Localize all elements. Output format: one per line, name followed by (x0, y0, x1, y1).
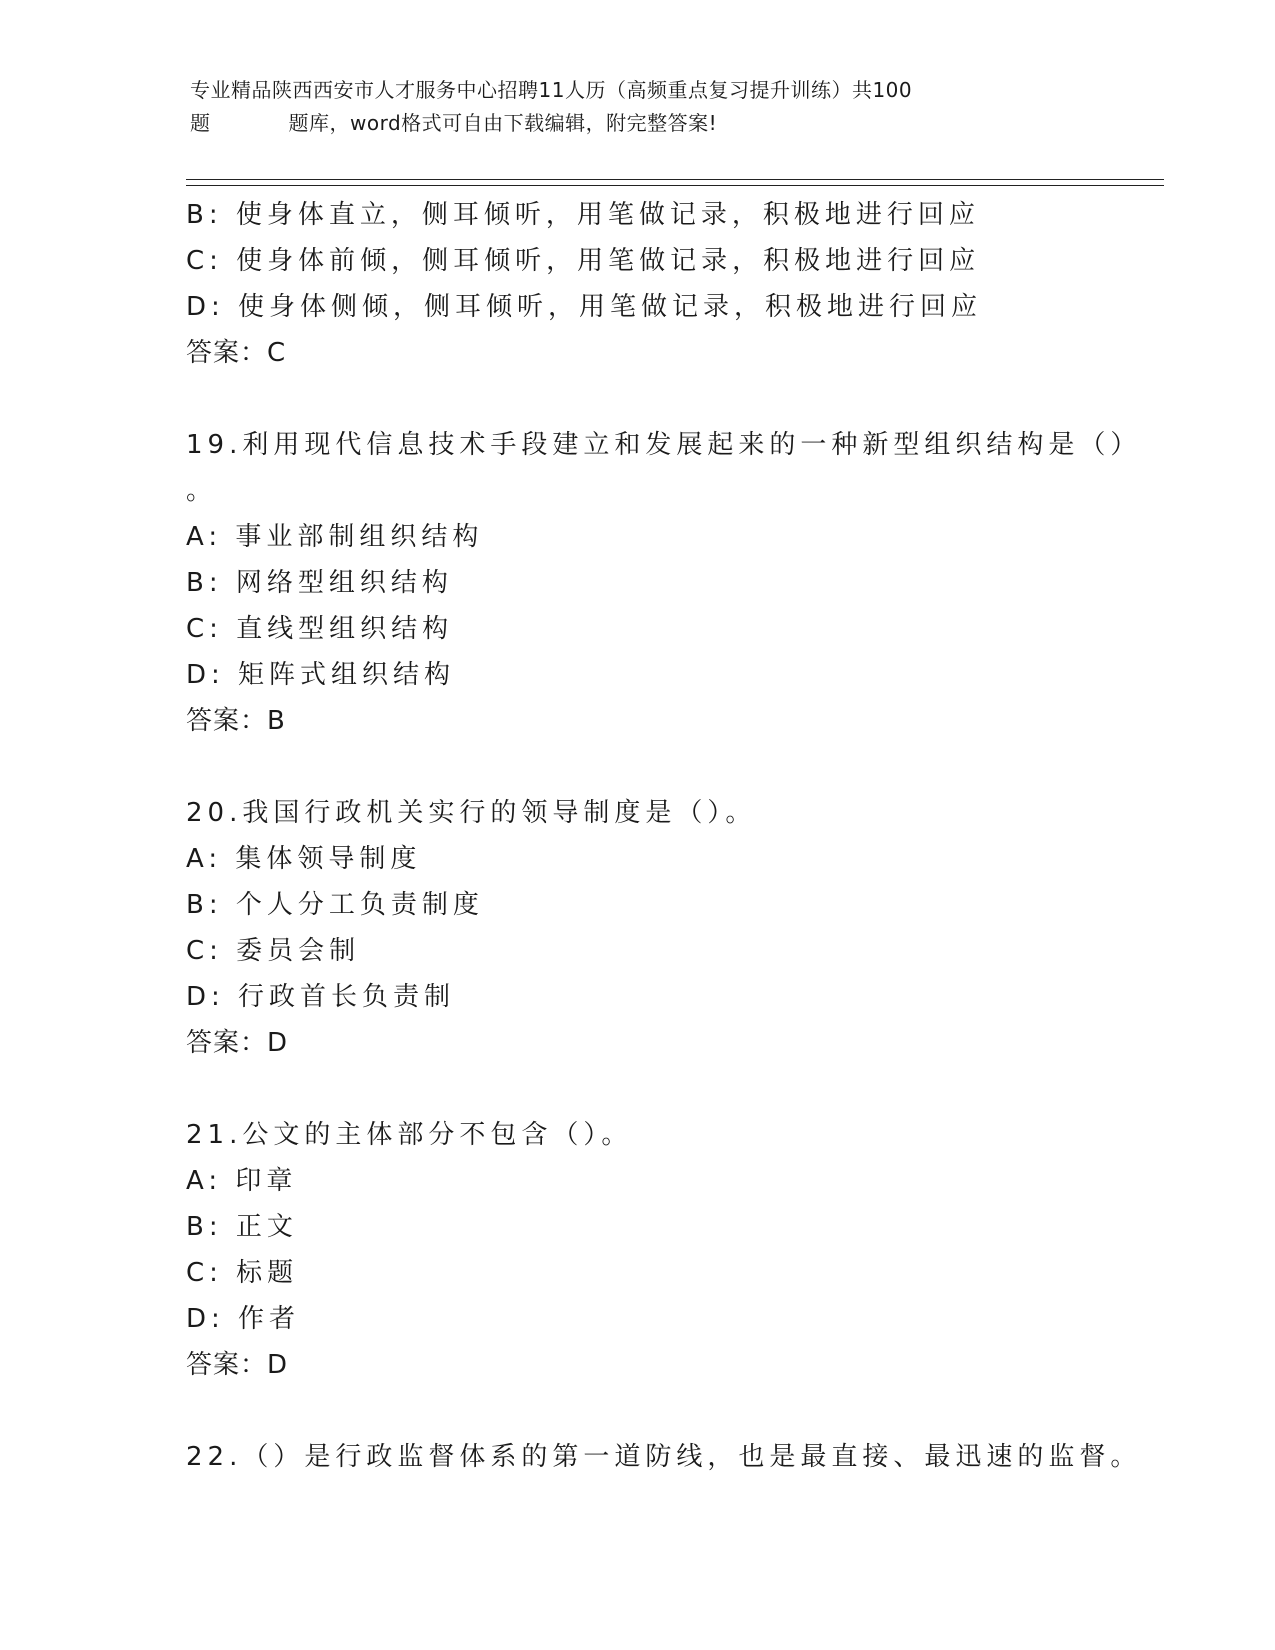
question-text: 19.利用现代信息技术手段建立和发展起来的一种新型组织结构是（） (186, 430, 1142, 460)
header-divider-bottom (186, 185, 1164, 186)
option-a: A: 集体领导制度 (186, 844, 422, 874)
option-b: B: 网络型组织结构 (186, 568, 453, 598)
question-18 (186, 192, 1146, 376)
option-c: C: 使身体前倾，侧耳倾听，用笔做记录，积极地进行回应 (186, 246, 981, 276)
header-title-line-2-rest: 题库，word格式可自由下载编辑，附完整答案! (288, 111, 718, 135)
question-20 (186, 790, 1146, 1066)
header-title-line-2-start: 题 (190, 111, 211, 135)
option-b: B: 使身体直立，侧耳倾听，用笔做记录，积极地进行回应 (186, 200, 980, 230)
spacer (186, 744, 1146, 790)
option-c: C: 标题 (186, 1258, 299, 1288)
question-19 (186, 422, 1146, 744)
option-a: A: 事业部制组织结构 (186, 522, 484, 552)
question-21 (186, 1112, 1146, 1388)
document-header (190, 74, 1090, 140)
option-a: A: 印章 (186, 1166, 298, 1196)
document-body (186, 192, 1146, 1480)
option-d: D: 作者 (186, 1304, 301, 1334)
option-c: C: 直线型组织结构 (186, 614, 454, 644)
option-b: B: 正文 (186, 1212, 298, 1242)
header-title-line-1: 专业精品陕西西安市人才服务中心招聘11人历（高频重点复习提升训练）共100 (190, 78, 913, 102)
header-title-line-2 (190, 107, 1090, 140)
spacer (186, 1066, 1146, 1112)
answer-line: 答案：C (186, 338, 287, 368)
option-d: D: 行政首长负责制 (186, 982, 456, 1012)
answer-line: 答案：B (186, 706, 286, 736)
answer-line: 答案：D (186, 1028, 289, 1058)
spacer (186, 1388, 1146, 1434)
question-text: 21.公文的主体部分不包含（）。 (186, 1120, 633, 1150)
option-d: D: 使身体侧倾，侧耳倾听，用笔做记录，积极地进行回应 (186, 292, 983, 322)
header-divider-top (186, 179, 1164, 180)
question-text: 22.（）是行政监督体系的第一道防线，也是最直接、最迅速的监督。 (186, 1442, 1142, 1472)
answer-line: 答案：D (186, 1350, 289, 1380)
spacer (186, 376, 1146, 422)
question-text: 20.我国行政机关实行的领导制度是（）。 (186, 798, 757, 828)
option-b: B: 个人分工负责制度 (186, 890, 484, 920)
question-text-continuation: 。 (186, 476, 218, 506)
question-22 (186, 1434, 1146, 1480)
option-d: D: 矩阵式组织结构 (186, 660, 456, 690)
option-c: C: 委员会制 (186, 936, 361, 966)
